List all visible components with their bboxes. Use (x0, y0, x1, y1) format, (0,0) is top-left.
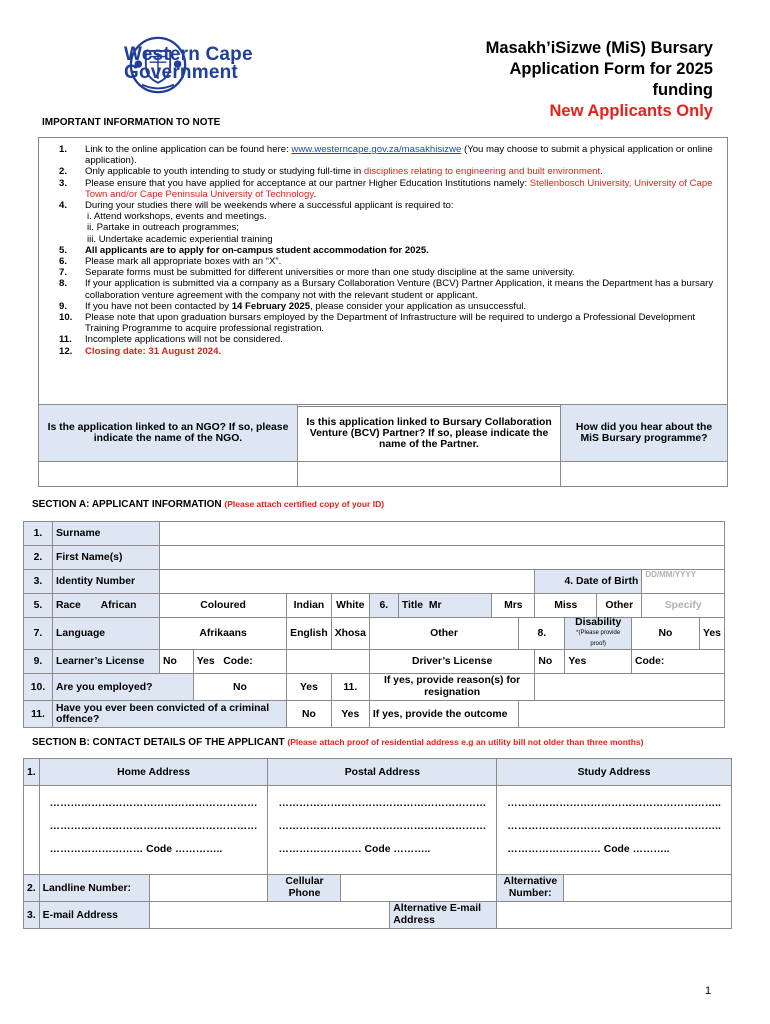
drivers-code-field[interactable]: Code: (631, 650, 724, 674)
org-name-line1: Western Cape (124, 44, 253, 65)
applicant-info-table: 1. Surname 2. First Name(s) 3. Identity Number 4. Date of Birth DD/MM/YYYY 5. Race African Coloured Indian White 6. Title Mr Mrs Miss Other Specify 7. Language Afrikaans English Xhosa Other 8. Disability *(Please provide proof) No Yes 9. Learner’s License No Yes Code: Driver’s License No Yes Code: 10. Are you employed? No Yes 11. If yes, provide reason(s) for resignation 11. Have you ever been convicted of a criminal offence? No Yes If yes, provide the outcome (23, 521, 725, 728)
title-other[interactable]: Other (597, 594, 642, 618)
info-item: 6. Please mark all appropriate boxes with an “X”. (59, 256, 282, 268)
email-field[interactable] (149, 902, 389, 929)
drivers-no[interactable]: No (535, 650, 565, 674)
study-address-field[interactable]: …………………………………………………….. …………………………………………………….. ……………………… Code ……….. (497, 786, 732, 875)
convicted-label: Have you ever been convicted of a criminal offence? (53, 701, 287, 728)
section-a-title: SECTION A: APPLICANT INFORMATION (Please attach certified copy of your ID) (32, 499, 385, 510)
cellular-label: Cellular Phone (268, 875, 341, 902)
language-xhosa[interactable]: Xhosa (331, 618, 369, 650)
study-address-header: Study Address (497, 759, 732, 786)
home-address-field[interactable]: …………………………………………………… …………………………………………………… ……………………… Code ………….. (39, 786, 268, 875)
referral-question: How did you hear about the MiS Bursary programme? (561, 405, 728, 462)
date-of-birth-field[interactable]: DD/MM/YYYY (642, 570, 725, 594)
conviction-outcome-field[interactable] (519, 701, 725, 728)
convicted-no[interactable]: No (287, 701, 332, 728)
language-afrikaans[interactable]: Afrikaans (160, 618, 287, 650)
info-item: 11. Incomplete applications will not be considered. (59, 334, 283, 346)
info-item: 4. During your studies there will be weekends where a successful applicant is required to: (59, 200, 454, 212)
title-new-applicants: New Applicants Only (549, 102, 713, 120)
cellular-field[interactable] (341, 875, 497, 902)
race-coloured[interactable]: Coloured (160, 594, 287, 618)
important-heading: IMPORTANT INFORMATION TO NOTE (42, 117, 221, 128)
language-english[interactable]: English (287, 618, 332, 650)
learners-license-label: Learner’s License (53, 650, 160, 674)
landline-label: Landline Number: (39, 875, 149, 902)
identity-number-label: Identity Number (53, 570, 160, 594)
surname-label: Surname (53, 522, 160, 546)
info-subitem: ii. Partake in outreach programmes; (87, 222, 239, 234)
home-address-header: Home Address (39, 759, 268, 786)
info-item: 2. Only applicable to youth intending to study or studying full-time in disciplines relating to engineering and built environment. (59, 166, 603, 178)
form-title (486, 38, 713, 122)
info-item: 12. Closing date: 31 August 2024. (59, 345, 222, 357)
contact-details-table: 1. Home Address Postal Address Study Address …………………………………………………… …………………………………………………… ……………………… Code ………….. …………………………………………………… …………………………………………………… …………………… Code ……….. …………………………………………………….. …………………………………………………….. ……………………… Code ……….. 2. Landline Number: Cellular Phone Alternative Number: 3. E-mail Address Alternative E-mail Address (23, 758, 732, 929)
title-line1: Masakh’iSizwe (MiS) Bursary (485, 39, 713, 57)
language-other[interactable]: Other (369, 618, 518, 650)
title-line2: Application Form for 2025 (509, 60, 713, 78)
info-item: 1. Link to the online application can be found here: www.westerncape.gov.za/masakhisizwe (You may choose to submit a physical application or online application). (59, 144, 713, 167)
alt-email-label: Alternative E-mail Address (390, 902, 497, 929)
race-label: Race African (53, 594, 160, 618)
bcv-question: Is this application linked to Bursary Collaboration Venture (BCV) Partner? If so, please indicate the name of the Partner. (298, 405, 561, 462)
race-indian[interactable]: Indian (287, 594, 332, 618)
postal-address-field[interactable]: …………………………………………………… …………………………………………………… …………………… Code ……….. (268, 786, 497, 875)
convicted-yes[interactable]: Yes (331, 701, 369, 728)
org-name-line2: Government (124, 62, 238, 83)
email-label: E-mail Address (39, 902, 149, 929)
employed-label: Are you employed? (53, 674, 194, 701)
learners-no[interactable]: No (160, 650, 194, 674)
important-info-list (39, 138, 727, 357)
alternative-number-field[interactable] (564, 875, 732, 902)
alt-email-field[interactable] (497, 902, 732, 929)
info-item: 10. Please note that upon graduation bursars employed by the Department of Infrastructure will be required to undergo a Professional Development Training Programme to acquire professional registration. (59, 312, 696, 335)
ngo-question: Is the application linked to an NGO? If so, please indicate the name of the NGO. (39, 405, 298, 462)
ngo-answer-field[interactable] (39, 462, 298, 487)
title-label: Title Mr (398, 594, 491, 618)
employed-no[interactable]: No (193, 674, 286, 701)
title-line3: funding (652, 81, 713, 99)
bcv-answer-field[interactable] (298, 462, 561, 487)
referral-answer-field[interactable] (561, 462, 728, 487)
info-subitem: iii. Undertake academic experiential training (87, 233, 273, 245)
disability-no[interactable]: No (631, 618, 699, 650)
title-miss[interactable]: Miss (535, 594, 597, 618)
title-mrs[interactable]: Mrs (492, 594, 535, 618)
resignation-reason-label: If yes, provide reason(s) for resignation (369, 674, 534, 701)
language-label: Language (53, 618, 160, 650)
postal-address-header: Postal Address (268, 759, 497, 786)
employed-yes[interactable]: Yes (287, 674, 332, 701)
race-white[interactable]: White (331, 594, 369, 618)
info-item: 9. If you have not been contacted by 14 February 2025, please consider your application as unsuccessful. (59, 300, 527, 312)
disability-yes[interactable]: Yes (700, 618, 725, 650)
info-item: 7. Separate forms must be submitted for different universities or more than one study discipline at the same university. (59, 267, 575, 279)
online-application-link[interactable]: www.westerncape.gov.za/masakhisizwe (291, 144, 462, 155)
page-number: 1 (705, 985, 712, 997)
info-item: 3. Please ensure that you have applied for acceptance at our partner Higher Education Institutions namely: Stellenbosch University, University of Cape Town and/or Cape Peninsula University of Technology. (59, 177, 713, 200)
drivers-yes[interactable]: Yes (565, 650, 632, 674)
resignation-reason-field[interactable] (535, 674, 725, 701)
date-of-birth-label: Date of Birth (576, 576, 639, 587)
important-info-box (38, 137, 728, 407)
ngo-bcv-table (38, 404, 728, 487)
info-item: 8. If your application is submitted via a company as a Bursary Collaboration Venture (BCV) Partner Application, it means the Department has a bursary collaboration venture agreement with the company not with the relevant student or applicant. (59, 278, 714, 301)
info-item: 5. All applicants are to apply for on-campus student accommodation for 2025. (59, 244, 429, 256)
identity-number-field[interactable] (160, 570, 535, 594)
surname-field[interactable] (160, 522, 725, 546)
first-name-field[interactable] (160, 546, 725, 570)
disability-label: Disability *(Please provide proof) (565, 618, 632, 650)
drivers-license-label: Driver’s License (369, 650, 534, 674)
learners-yes-code[interactable]: Yes Code: (193, 650, 286, 674)
info-subitem: i. Attend workshops, events and meetings. (87, 211, 267, 223)
closing-date: Closing date: 31 August 2024. (85, 345, 222, 357)
first-name-label: First Name(s) (53, 546, 160, 570)
conviction-outcome-label: If yes, provide the outcome (369, 701, 518, 728)
alternative-number-label: Alternative Number: (497, 875, 564, 902)
section-b-title: SECTION B: CONTACT DETAILS OF THE APPLICANT (Please attach proof of residential address e.g an utility bill not older than three months) (32, 737, 644, 748)
landline-field[interactable] (149, 875, 268, 902)
title-specify-field[interactable]: Specify (642, 594, 725, 618)
